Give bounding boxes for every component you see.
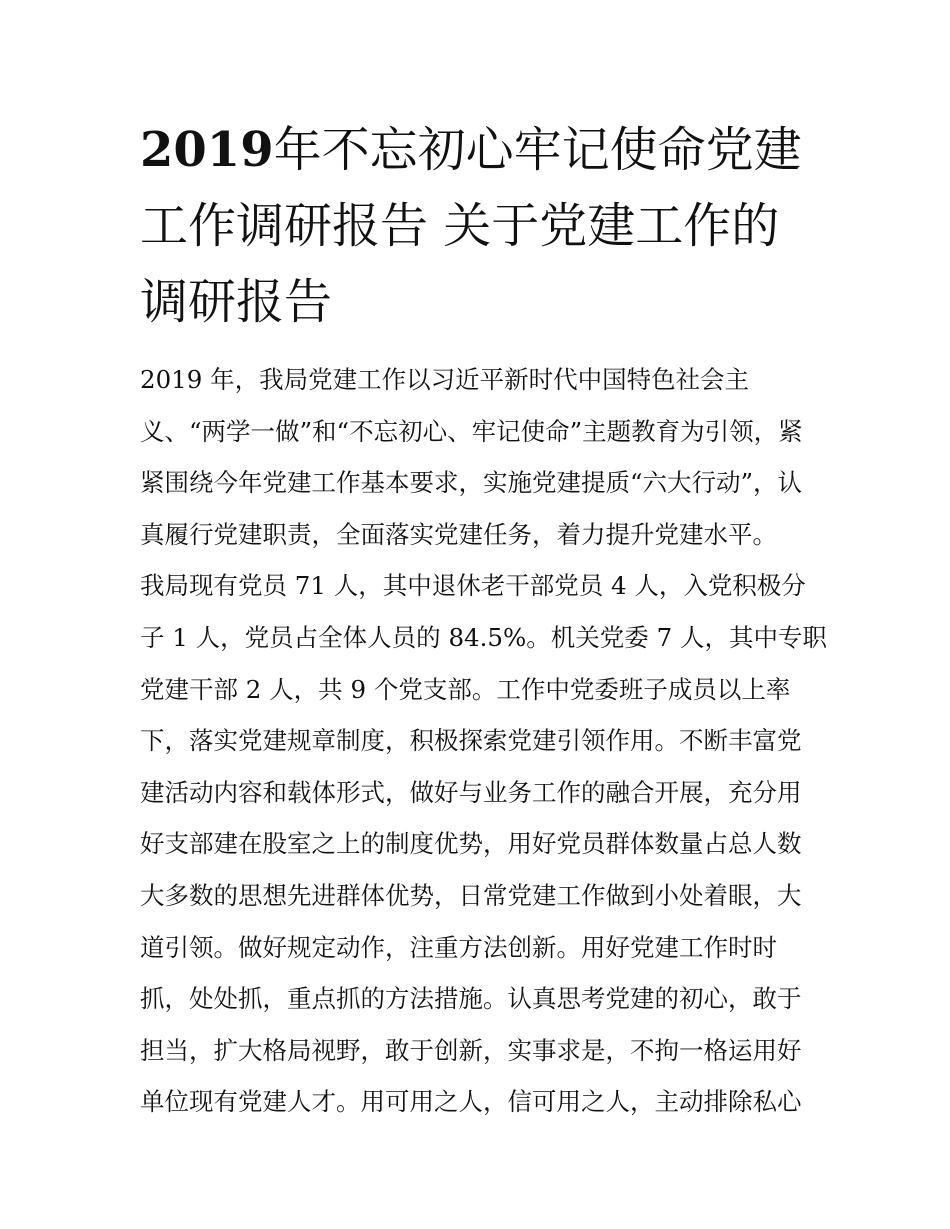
body-line-12: 道引领。做好规定动作，注重方法创新。用好党建工作时时 <box>140 932 777 962</box>
body-line-10: 好支部建在股室之上的制度优势，用好党员群体数量占总人数 <box>140 829 802 859</box>
title-text-1: 年不忘初心牢记使命党建 <box>273 122 802 178</box>
body-line-11: 大多数的思想先进群体优势，日常党建工作做到小处着眼，大 <box>140 880 802 910</box>
body-line-8: 下，落实党建规章制度，积极探索党建引领作用。不断丰富党 <box>140 726 802 756</box>
title-line-1 <box>140 112 820 188</box>
body-line-2: 义、“两学一做”和“不忘初心、牢记使命”主题教育为引领，紧 <box>140 416 803 446</box>
body-line-6: 子 1 人，党员占全体人员的 84.5%。机关党委 7 人，其中专职 <box>140 622 827 652</box>
body-line-9: 建活动内容和载体形式，做好与业务工作的融合开展，充分用 <box>140 777 802 807</box>
document-body <box>140 354 827 1128</box>
document-title <box>140 112 820 340</box>
body-line-3: 紧围绕今年党建工作基本要求，实施党建提质“六大行动”，认 <box>140 468 803 498</box>
body-line-5: 我局现有党员 71 人，其中退休老干部党员 4 人，入党积极分 <box>140 571 806 601</box>
body-line-15: 单位现有党建人才。用可用之人，信可用之人，主动排除私心 <box>140 1087 802 1117</box>
title-year: 2019 <box>140 122 274 178</box>
title-line-2: 工作调研报告 关于党建工作的 <box>140 198 780 254</box>
body-line-14: 担当，扩大格局视野，敢于创新，实事求是，不拘一格运用好 <box>140 1035 802 1065</box>
body-line-13: 抓，处处抓，重点抓的方法措施。认真思考党建的初心，敢于 <box>140 984 802 1014</box>
body-line-1: 2019 年，我局党建工作以习近平新时代中国特色社会主 <box>140 365 750 394</box>
body-line-4: 真履行党建职责，全面落实党建任务，着力提升党建水平。 <box>140 519 777 549</box>
title-line-3: 调研报告 <box>140 274 333 330</box>
body-line-7: 党建干部 2 人，共 9 个党支部。工作中党委班子成员以上率 <box>140 674 791 704</box>
